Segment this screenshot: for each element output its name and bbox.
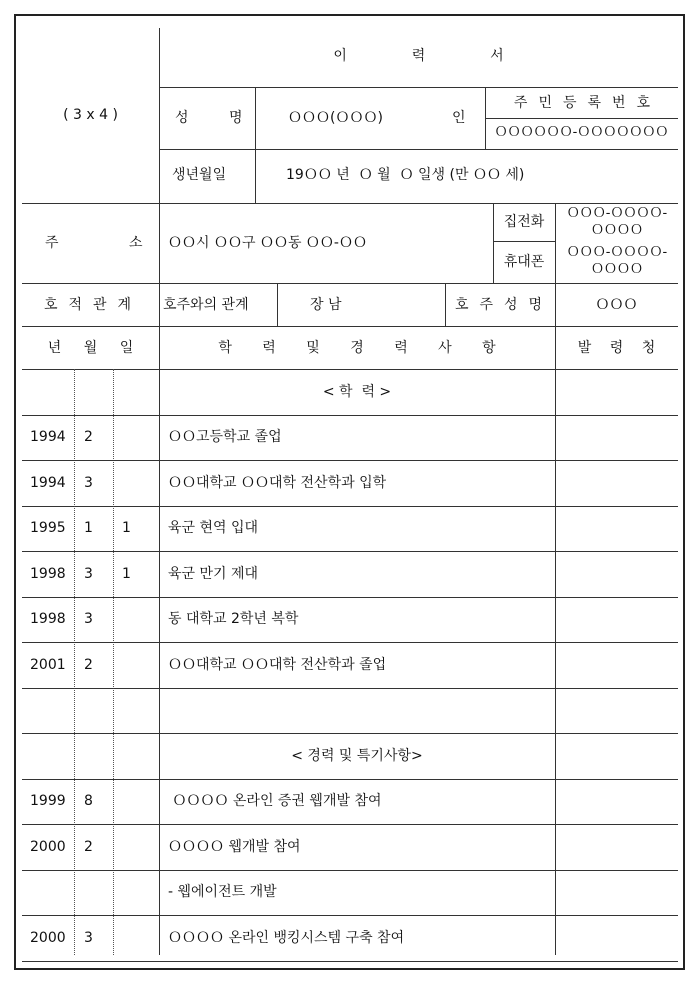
mobile-line2: ＯＯＯＯ [590, 262, 643, 277]
rule-h [22, 688, 678, 689]
rule-v [159, 326, 160, 955]
rule-h [22, 551, 678, 552]
page-title: 이 력 서 [333, 48, 504, 64]
rule-h [22, 961, 678, 962]
row-section-heading: < 학 력 > [322, 383, 392, 400]
row-year: 1994 [30, 429, 66, 446]
row-year: 1999 [30, 793, 66, 810]
rule-v [555, 326, 556, 955]
rule-h [493, 241, 555, 242]
relation-value: 장 남 [310, 297, 342, 313]
col-date-header: 년 월 일 [47, 340, 134, 356]
row-year: 1998 [30, 565, 66, 582]
rule-h [22, 733, 678, 734]
address-label: 주 소 [45, 235, 143, 251]
col-issuer-header: 발 령 청 [577, 340, 656, 356]
mobile-label: 휴대폰 [503, 254, 545, 270]
row-month: 3 [84, 565, 93, 582]
id-number-label: 주민등록번호 [513, 95, 662, 111]
rule-v [445, 283, 446, 326]
rule-h [22, 506, 678, 507]
row-description: - 웹에이전트 개발 [168, 884, 277, 901]
rule-dotted [74, 369, 75, 955]
row-month: 2 [84, 429, 93, 446]
seal-mark: 인 [452, 110, 466, 126]
row-year: 1998 [30, 611, 66, 628]
row-description: 육군 현역 입대 [168, 520, 259, 537]
rule-h [22, 870, 678, 871]
birth-label: 생년월일 [172, 167, 227, 183]
row-month: 2 [84, 838, 93, 855]
rule-h [22, 642, 678, 643]
rule-h [22, 415, 678, 416]
row-description: ＯＯＯＯ 온라인 뱅킹시스템 구축 참여 [168, 929, 405, 946]
row-month: 8 [84, 793, 93, 810]
row-month: 3 [84, 611, 93, 628]
row-day: 1 [122, 520, 131, 537]
rule-h [22, 369, 678, 370]
rule-h [159, 149, 678, 150]
row-month: 2 [84, 656, 93, 673]
rule-h [22, 326, 678, 327]
row-description: ＯＯＯＯ 웹개발 참여 [168, 838, 301, 855]
row-description: ＯＯ대학교 ＯＯ대학 전산학과 입학 [168, 474, 387, 491]
row-month: 3 [84, 929, 93, 946]
row-year: 2000 [30, 929, 66, 946]
row-description: 육군 만기 제대 [168, 565, 259, 582]
row-description: ＯＯＯＯ 온라인 증권 웹개발 참여 [168, 793, 382, 810]
row-month: 1 [84, 520, 93, 537]
col-desc-header: 학 력 및 경 력 사 항 [218, 340, 496, 356]
photo-placeholder: ( 3 x 4 ) [63, 107, 118, 123]
rule-h [22, 460, 678, 461]
row-year: 1995 [30, 520, 66, 537]
household-head-value: ＯＯＯ [595, 297, 638, 313]
home-phone-line2: ＯＯＯＯ [590, 223, 643, 238]
row-day: 1 [122, 565, 131, 582]
name-value: ＯＯＯ(ＯＯＯ) [288, 110, 383, 126]
home-phone-label: 집전화 [503, 214, 545, 230]
rule-h [22, 597, 678, 598]
relation-label: 호주와의 관계 [163, 297, 249, 313]
rule-h [159, 87, 678, 88]
mobile-line1: ＯＯＯ-ＯＯＯＯ- [566, 245, 668, 260]
id-number-value: ＯＯＯＯＯＯ-ＯＯＯＯＯＯＯ [494, 125, 669, 140]
rule-v [277, 283, 278, 326]
name-label: 성 명 [175, 110, 243, 126]
rule-v [159, 28, 160, 326]
rule-v [255, 87, 256, 203]
row-month: 3 [84, 474, 93, 491]
birth-value: 19ＯＯ 년 Ｏ 월 Ｏ 일생 (만 ＯＯ 세) [286, 167, 525, 183]
row-year: 2000 [30, 838, 66, 855]
row-description: ＯＯ고등학교 졸업 [168, 429, 282, 446]
rule-h [22, 283, 678, 284]
rule-h [485, 118, 678, 119]
rule-dotted [113, 369, 114, 955]
row-description: 동 대학교 2학년 복학 [168, 611, 299, 628]
resume-form-frame [14, 14, 685, 970]
rule-h [22, 824, 678, 825]
household-head-label: 호주성명 [454, 297, 554, 313]
row-year: 2001 [30, 656, 66, 673]
rule-h [22, 203, 678, 204]
row-year: 1994 [30, 474, 66, 491]
row-section-heading: < 경력 및 특기사항> [291, 747, 423, 764]
rule-h [22, 915, 678, 916]
row-description: ＯＯ대학교 ＯＯ대학 전산학과 졸업 [168, 656, 387, 673]
home-phone-line1: ＯＯＯ-ＯＯＯＯ- [566, 206, 668, 221]
rule-h [22, 779, 678, 780]
address-value: ＯＯ시 ＯＯ구 ＯＯ동 ＯＯ-ＯＯ [168, 235, 367, 251]
family-label: 호적관계 [43, 297, 143, 313]
